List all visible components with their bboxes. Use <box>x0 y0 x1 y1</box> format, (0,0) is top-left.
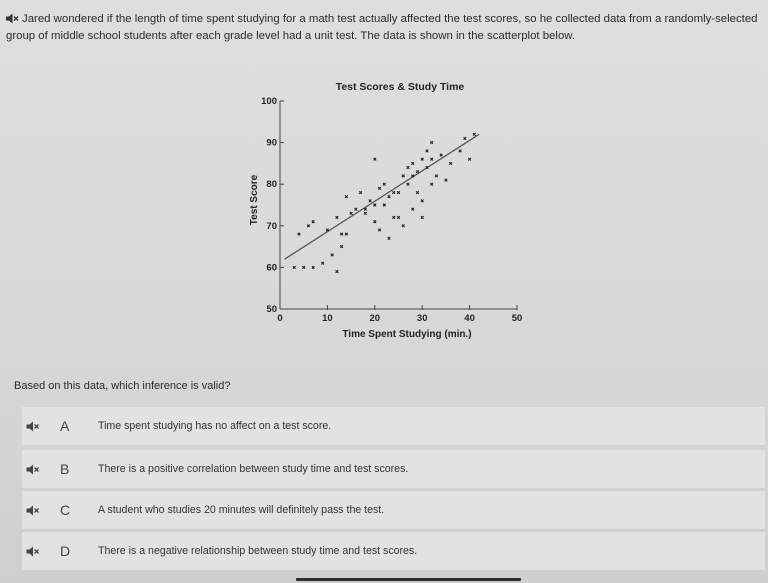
y-tick-label: 90 <box>266 137 277 149</box>
point-marker <box>326 229 329 232</box>
data-point <box>430 183 433 186</box>
data-point <box>340 233 343 236</box>
data-point <box>468 158 471 161</box>
point-marker <box>374 220 377 223</box>
point-marker <box>407 166 410 169</box>
data-point <box>402 225 405 228</box>
data-point <box>307 225 310 228</box>
data-point <box>464 137 467 140</box>
y-tick-label: 70 <box>266 220 277 232</box>
speaker-muted-icon[interactable] <box>26 505 46 516</box>
data-point <box>392 216 395 219</box>
point-marker <box>321 262 324 265</box>
y-tick-label: 60 <box>266 262 277 274</box>
choice-text: A student who studies 20 minutes will definitely pass the test. <box>98 504 385 516</box>
data-point <box>397 216 400 219</box>
data-point <box>416 170 419 173</box>
point-marker <box>468 158 471 161</box>
data-point <box>369 200 372 203</box>
point-marker <box>411 208 414 211</box>
point-marker <box>426 150 429 153</box>
data-point <box>321 262 324 265</box>
data-point <box>416 191 419 194</box>
x-tick-label: 40 <box>464 313 475 324</box>
data-point <box>411 208 414 211</box>
scatterplot-svg <box>232 76 532 346</box>
question-text: Based on this data, which inference is valid? <box>14 380 231 392</box>
data-point <box>326 229 329 232</box>
x-tick-label: 50 <box>511 313 523 324</box>
point-marker <box>374 158 377 161</box>
data-point <box>374 220 377 223</box>
point-marker <box>378 229 381 232</box>
point-marker <box>397 216 400 219</box>
point-marker <box>397 191 400 194</box>
data-point <box>312 220 315 223</box>
data-point <box>336 216 339 219</box>
point-marker <box>440 154 443 157</box>
point-marker <box>383 204 386 207</box>
choice-text: There is a positive correlation between study time and test scores. <box>98 463 409 475</box>
data-point <box>336 270 339 273</box>
point-marker <box>388 237 391 240</box>
data-point <box>440 154 443 157</box>
point-marker <box>392 191 395 194</box>
point-marker <box>355 208 358 211</box>
choice-letter: B <box>60 461 70 477</box>
choice-letter: D <box>60 543 71 559</box>
point-marker <box>336 216 339 219</box>
data-point <box>374 158 377 161</box>
data-point <box>392 191 395 194</box>
point-marker <box>312 266 315 269</box>
data-point <box>388 195 391 198</box>
point-marker <box>340 245 343 248</box>
point-marker <box>302 266 305 269</box>
data-point <box>426 150 429 153</box>
choice-a[interactable] <box>22 407 765 446</box>
data-point <box>345 195 348 198</box>
point-marker <box>402 225 405 228</box>
data-point <box>364 212 367 215</box>
x-tick-label: 0 <box>277 313 283 324</box>
data-point <box>402 175 405 178</box>
point-marker <box>359 191 362 194</box>
trend-line <box>285 134 479 259</box>
point-marker <box>459 150 462 153</box>
point-marker <box>336 270 339 273</box>
y-tick-label: 80 <box>266 179 277 191</box>
data-point <box>435 175 438 178</box>
point-marker <box>421 158 424 161</box>
data-point <box>355 208 358 211</box>
data-point <box>445 179 448 182</box>
data-point <box>374 204 377 207</box>
data-point <box>430 158 433 161</box>
data-point <box>407 166 410 169</box>
point-marker <box>449 162 452 165</box>
point-marker <box>312 220 315 223</box>
axes <box>261 96 522 324</box>
point-marker <box>421 200 424 203</box>
point-marker <box>445 179 448 182</box>
point-marker <box>388 195 391 198</box>
data-point <box>411 162 414 165</box>
point-marker <box>430 141 433 144</box>
trend-line-group <box>285 134 479 259</box>
y-tick-label: 50 <box>266 304 277 315</box>
point-marker <box>298 233 301 236</box>
point-marker <box>378 187 381 190</box>
point-marker <box>464 137 467 140</box>
chart-title: Test Scores & Study Time <box>335 81 465 93</box>
point-marker <box>430 183 433 186</box>
data-point <box>407 183 410 186</box>
point-marker <box>416 191 419 194</box>
y-tick-label: 100 <box>261 96 277 107</box>
data-point <box>397 191 400 194</box>
data-point <box>345 233 348 236</box>
data-point <box>364 208 367 211</box>
point-marker <box>364 212 367 215</box>
choice-c[interactable] <box>22 491 765 530</box>
choice-letter: A <box>60 418 70 434</box>
point-marker <box>411 162 414 165</box>
speaker-muted-icon[interactable] <box>6 13 22 29</box>
point-marker <box>369 200 372 203</box>
point-marker <box>402 175 405 178</box>
data-point <box>383 183 386 186</box>
point-marker <box>364 208 367 211</box>
data-point <box>293 266 296 269</box>
y-axis-label: Test Score <box>249 174 260 226</box>
speaker-muted-icon[interactable] <box>26 546 46 557</box>
data-point <box>378 229 381 232</box>
point-marker <box>435 175 438 178</box>
x-tick-label: 20 <box>369 313 381 324</box>
scroll-indicator <box>296 578 521 581</box>
point-marker <box>392 216 395 219</box>
data-point <box>331 254 334 257</box>
choice-letter: C <box>60 502 71 518</box>
data-point <box>421 158 424 161</box>
data-point <box>350 212 353 215</box>
point-marker <box>345 233 348 236</box>
speaker-muted-icon[interactable] <box>26 421 46 432</box>
choice-d[interactable] <box>22 532 765 571</box>
prompt-text: Jared wondered if the length of time spent studying for a math test actually affected the test scores, so he collected data from a randomly-selected group of middle school students after each grade level had a unit test. The data is shown in the scatterplot below. <box>6 13 758 42</box>
x-tick-label: 30 <box>416 313 428 324</box>
point-marker <box>331 254 334 257</box>
data-point <box>302 266 305 269</box>
point-marker <box>340 233 343 236</box>
data-point <box>421 200 424 203</box>
point-marker <box>293 266 296 269</box>
x-tick-label: 10 <box>322 313 333 324</box>
point-marker <box>307 225 310 228</box>
data-point <box>312 266 315 269</box>
choice-text: There is a negative relationship between study time and test scores. <box>98 545 418 557</box>
x-axis-label: Time Spent Studying (min.) <box>342 329 472 340</box>
point-marker <box>407 183 410 186</box>
speaker-muted-icon[interactable] <box>26 464 46 475</box>
data-point <box>388 237 391 240</box>
point-marker <box>473 133 476 136</box>
point-marker <box>430 158 433 161</box>
point-marker <box>421 216 424 219</box>
data-point <box>421 216 424 219</box>
data-point <box>340 245 343 248</box>
point-marker <box>416 170 419 173</box>
data-point <box>298 233 301 236</box>
choice-text: Time spent studying has no affect on a test score. <box>98 420 332 432</box>
point-marker <box>350 212 353 215</box>
data-point <box>473 133 476 136</box>
data-point <box>459 150 462 153</box>
choice-b[interactable] <box>22 450 765 489</box>
point-marker <box>345 195 348 198</box>
data-point <box>383 204 386 207</box>
scatterplot <box>232 76 532 346</box>
point-marker <box>374 204 377 207</box>
data-point <box>359 191 362 194</box>
point-marker <box>383 183 386 186</box>
data-point <box>449 162 452 165</box>
question-prompt <box>6 12 761 44</box>
data-point <box>430 141 433 144</box>
data-point <box>378 187 381 190</box>
